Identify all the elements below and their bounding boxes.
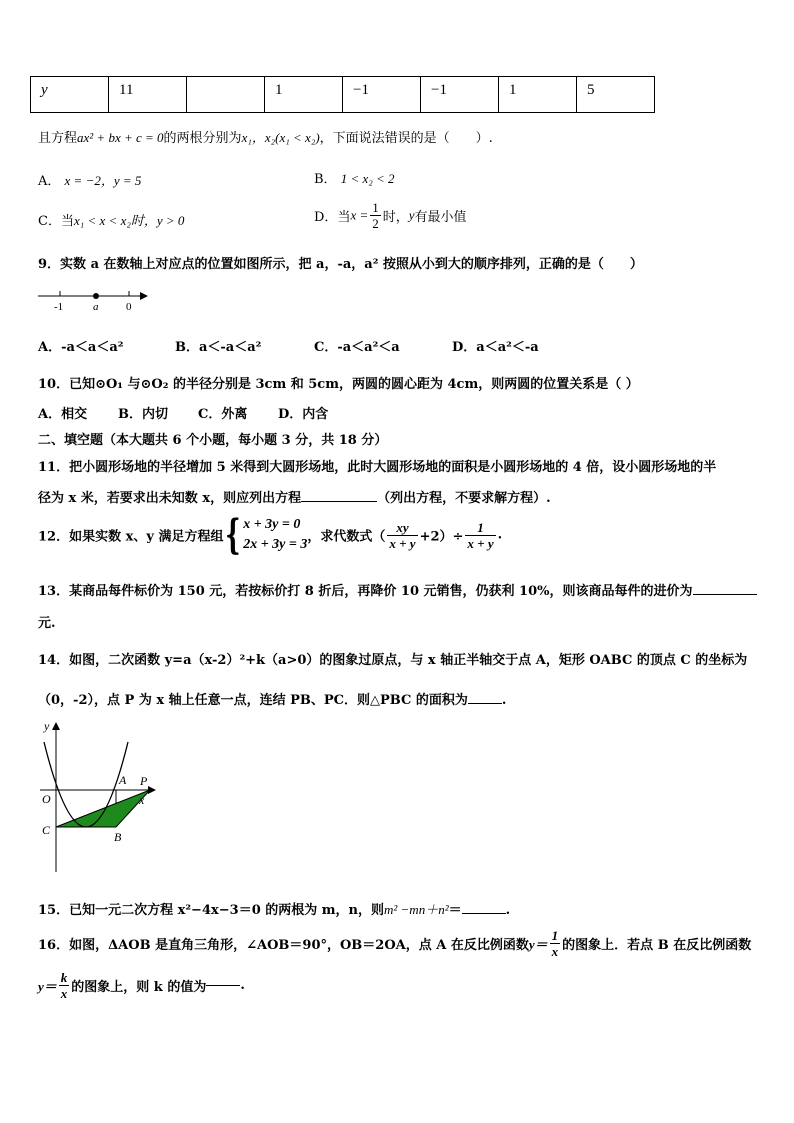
fraction-denominator: x + y <box>389 535 416 551</box>
option-math: x = <box>350 207 369 223</box>
fraction-xy <box>387 520 417 551</box>
q8-option-d <box>314 200 467 231</box>
q9-option-c: C．-a＜a²＜a <box>314 340 400 355</box>
q8-option-c <box>38 210 184 229</box>
fraction-numerator: xy <box>387 520 417 536</box>
q8-roots: x₁，x₂ <box>241 130 276 145</box>
q12-text: +2）÷ <box>419 529 464 545</box>
fraction-denominator: x <box>60 986 68 1001</box>
fraction-numerator: 1 <box>372 200 379 215</box>
q15-text: 15．已知一元二次方程 x²−4x−3＝0 的两根为 m，n，则 <box>38 903 384 918</box>
option-label: D． <box>314 210 338 225</box>
q13-line2: 元. <box>38 616 56 631</box>
table-cell: −1 <box>421 77 499 113</box>
q16-math: y＝ <box>528 937 548 952</box>
table-cell <box>187 77 265 113</box>
q10-stem: 10．已知⊙O₁ 与⊙O₂ 的半径分别是 3cm 和 5cm，两圆的圆心距为 4cm，则两圆的位置关系是（ ） <box>38 377 639 392</box>
table-cell: −1 <box>343 77 421 113</box>
q11-text: 径为 x 米，若要求出未知数 x，则应列出方程 <box>38 491 302 506</box>
q10-option-b: B．内切 <box>118 407 168 422</box>
fraction-one-over-x <box>550 928 561 959</box>
q12-text: ，求代数式（ <box>307 529 386 545</box>
q11-text: （列出方程，不要求解方程）. <box>377 491 551 506</box>
label-x: x <box>139 793 145 807</box>
q15-text: . <box>505 903 511 918</box>
q12-text: 12．如果实数 x、y 满足方程组 <box>38 529 224 545</box>
fraction-denominator: 2 <box>372 216 379 231</box>
q16-text: . <box>240 978 245 993</box>
option-text: 时，y > 0 <box>130 213 185 228</box>
option-text: 当 <box>60 214 74 229</box>
q10-option-c: C．外离 <box>198 407 248 422</box>
q12 <box>38 511 503 558</box>
q9-option-b: B．a＜-a＜a² <box>175 340 262 355</box>
arrow-head-icon <box>140 292 148 300</box>
label-b: B <box>114 830 122 844</box>
label-y: y <box>44 719 50 733</box>
q14-text: （0，-2），点 P 为 x 轴上任意一点，连结 PB、PC．则△PBC 的面积为 <box>38 693 468 708</box>
fraction-one-half <box>370 200 381 231</box>
triangle-pbc <box>56 790 150 827</box>
fraction-denominator: x <box>551 944 559 959</box>
label-c: C <box>42 823 51 837</box>
fraction-numerator: k <box>60 970 68 985</box>
q8-stem <box>38 127 493 146</box>
option-text: 当 <box>337 210 351 225</box>
label-o: O <box>42 792 51 806</box>
q16-text: 的图象上．若点 B 在反比例函数 <box>562 938 752 953</box>
fraction-numerator: 1 <box>465 520 495 536</box>
equation-2: 2x + 3y = 3 <box>243 537 308 552</box>
q13-text: 13．某商品每件标价为 150 元，若按标价打 8 折后，再降价 10 元销售，仍获利 10%，则该商品每件的进价为 <box>38 584 693 599</box>
option-label: A． <box>38 174 61 189</box>
q14-line2 <box>38 689 506 708</box>
q8-equation: ax² + bx + c = 0 <box>77 130 164 145</box>
parabola-figure <box>36 716 158 876</box>
table-row <box>31 77 655 113</box>
q9-option-d: D．a＜a²＜-a <box>452 340 539 355</box>
option-math: y <box>408 207 415 223</box>
y-axis-arrow-icon <box>52 722 60 730</box>
option-text: 有最小值 <box>414 210 467 225</box>
value-table <box>30 76 655 113</box>
answer-blank <box>468 703 502 704</box>
q9-stem: 9．实数 a 在数轴上对应点的位置如图所示，把 a，-a，a² 按照从小到大的顺序排列，正确的是（ ） <box>38 257 643 272</box>
answer-blank <box>301 501 377 502</box>
equation-system <box>243 515 307 555</box>
table-cell: 1 <box>265 77 343 113</box>
number-line-figure <box>36 287 154 313</box>
q15-expression: m² −mn＋n² <box>384 902 449 917</box>
q10-option-d: D．内含 <box>278 407 329 422</box>
q8-option-a <box>38 170 141 189</box>
q16-line1 <box>38 928 751 959</box>
q8-stem-mid: 的两根分别为 <box>163 131 242 146</box>
q8-stem-post: ，下面说法错误的是（ ）. <box>319 131 493 146</box>
option-text: 1 < x₂ < 2 <box>340 171 395 186</box>
fraction-denominator: x + y <box>467 535 494 551</box>
answer-blank <box>206 985 240 986</box>
option-label: B． <box>314 172 337 187</box>
fraction-k-over-x <box>59 970 70 1001</box>
tick-label: 0 <box>126 301 132 313</box>
q15 <box>38 899 510 918</box>
option-label: C． <box>38 214 61 229</box>
q16-math: y＝ <box>38 979 57 994</box>
option-text: x = −2，y = 5 <box>64 173 142 188</box>
answer-blank <box>462 913 506 914</box>
q8-condition: (x₁ < x₂) <box>275 130 320 145</box>
q10-option-a: A．相交 <box>38 407 88 422</box>
q9-option-a: A．-a＜a＜a² <box>38 340 124 355</box>
section-heading: 二、填空题（本大题共 6 个小题，每小题 3 分，共 18 分） <box>38 433 388 448</box>
q14-line1: 14．如图，二次函数 y=a（x-2）²+k（a>0）的图象过原点，与 x 轴正半轴交于点 A，矩形 OABC 的顶点 C 的坐标为 <box>38 653 748 668</box>
table-cell: 11 <box>109 77 187 113</box>
table-cell: 5 <box>577 77 655 113</box>
q8-option-b <box>314 168 395 187</box>
q16-line2 <box>38 970 245 1001</box>
tick-label: -1 <box>54 301 64 313</box>
q16-text: 16．如图，ΔAOB 是直角三角形，∠AOB＝90°，OB＝2OA，点 A 在反比例函数 <box>38 938 529 953</box>
fraction-numerator: 1 <box>551 928 559 943</box>
q14-text: . <box>501 693 507 708</box>
q15-text: ＝ <box>448 903 462 918</box>
q11-line2 <box>38 487 551 506</box>
equation-1: x + 3y = 0 <box>243 517 301 532</box>
q12-text: . <box>497 527 503 543</box>
q13-line1 <box>38 580 757 599</box>
q16-text: 的图象上，则 k 的值为 <box>71 980 207 995</box>
brace-icon: { <box>225 511 242 558</box>
answer-blank <box>693 594 757 595</box>
label-a: A <box>119 773 127 787</box>
q11-line1: 11．把小圆形场地的半径增加 5 米得到大圆形场地，此时大圆形场地的面积是小圆形场地的 4 倍，设小圆形场地的半 <box>38 460 717 475</box>
point-label: a <box>93 301 99 313</box>
option-math: x₁ < x < x₂ <box>73 213 131 228</box>
label-p: P <box>140 774 148 788</box>
option-text: 时， <box>382 210 409 225</box>
q8-stem-pre: 且方程 <box>38 131 78 146</box>
point-a <box>93 293 99 299</box>
table-cell: y <box>31 77 109 113</box>
fraction-one-over-sum <box>465 520 495 551</box>
table-cell: 1 <box>499 77 577 113</box>
